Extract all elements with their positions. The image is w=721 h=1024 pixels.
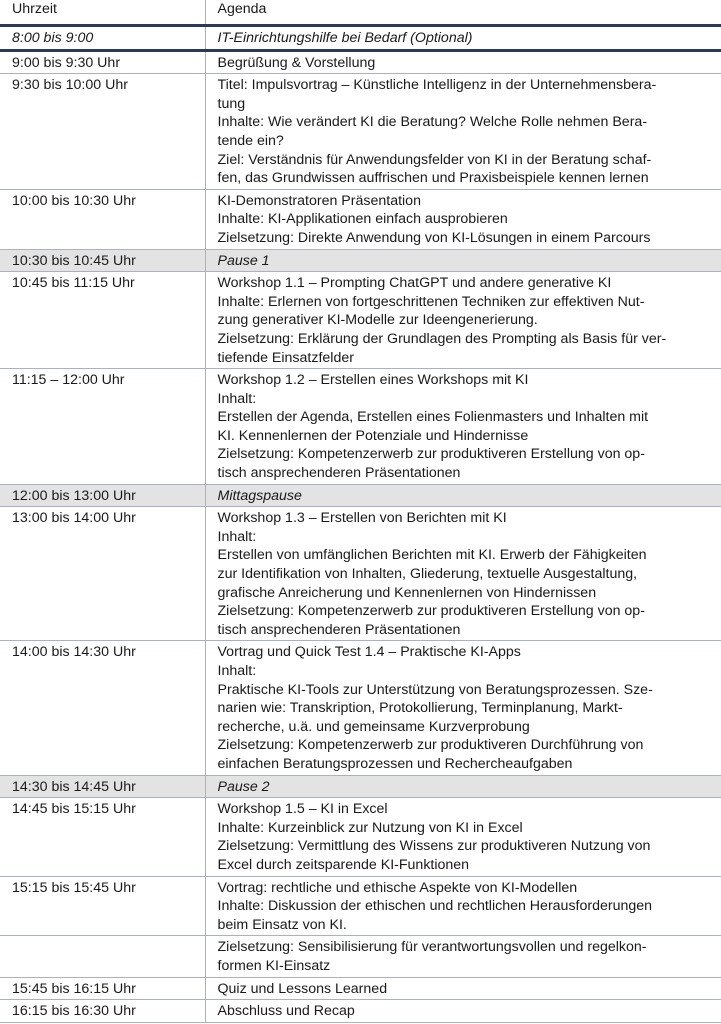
agenda-line: tung <box>217 95 246 112</box>
table-row <box>0 641 721 775</box>
agenda-line: zung generativer KI-Modelle zur Ideengenerierung. <box>217 312 538 329</box>
time-cell: 15:15 bis 15:45 Uhr <box>0 876 205 936</box>
agenda-line: Pause 1 <box>217 252 270 269</box>
agenda-line: Zielsetzung: Direkte Anwendung von KI-Lösungen in einem Parcours <box>217 229 651 246</box>
agenda-cell <box>205 189 721 249</box>
agenda-line: Excel durch zeitsparende KI-Funktionen <box>217 856 470 873</box>
agenda-cell <box>205 977 721 1000</box>
agenda-line: KI-Demonstratoren Präsentation <box>217 192 421 209</box>
agenda-line: beim Einsatz von KI. <box>217 916 347 933</box>
agenda-line: Zielsetzung: Kompetenzerwerb zur produktiveren Erstellung von op- <box>217 446 645 463</box>
time-cell: 9:30 bis 10:00 Uhr <box>0 74 205 190</box>
agenda-cell <box>205 50 721 74</box>
time-cell: 14:00 bis 14:30 Uhr <box>0 641 205 775</box>
agenda-line: Workshop 1.5 – KI in Excel <box>217 801 388 818</box>
agenda-line: Inhalte: Erlernen von fortgeschrittenen Techniken zur effektiven Nut- <box>217 293 645 310</box>
agenda-line: Inhalte: Kurzeinblick zur Nutzung von KI in Excel <box>217 819 523 836</box>
agenda-body <box>0 26 721 1023</box>
agenda-line: Ziel: Verständnis für Anwendungsfelder von KI in der Beratung schaf- <box>217 151 652 168</box>
agenda-line: tiefende Einsatzfelder <box>217 349 354 366</box>
table-row <box>0 507 721 641</box>
agenda-line: tisch ansprechenderen Präsentationen <box>217 465 461 482</box>
time-cell: 8:00 bis 9:00 <box>0 26 205 51</box>
header-agenda: Agenda <box>205 0 721 26</box>
agenda-line: zur Identifikation von Inhalten, Gliederung, textuelle Ausgestaltung, <box>217 566 638 583</box>
agenda-line: grafische Anreicherung und Kennenlernen von Hindernissen <box>217 584 597 601</box>
time-cell: 10:45 bis 11:15 Uhr <box>0 272 205 369</box>
agenda-cell <box>205 507 721 641</box>
agenda-line: einfachen Beratungsprozessen und Rechercheaufgaben <box>217 755 573 772</box>
agenda-line: Zielsetzung: Kompetenzerwerb zur produktiveren Erstellung von op- <box>217 603 645 620</box>
agenda-line: Erstellen der Agenda, Erstellen eines Folienmasters und Inhalten mit <box>217 409 649 426</box>
agenda-cell <box>205 484 721 507</box>
table-row <box>0 977 721 1000</box>
header-time: Uhrzeit <box>0 0 205 26</box>
time-cell: 12:00 bis 13:00 Uhr <box>0 484 205 507</box>
agenda-line: Erstellen von umfänglichen Berichten mit KI. Erwerb der Fähigkeiten <box>217 547 647 564</box>
time-cell: 14:45 bis 15:15 Uhr <box>0 798 205 876</box>
table-row <box>0 936 721 977</box>
time-cell: 11:15 – 12:00 Uhr <box>0 369 205 485</box>
agenda-cell <box>205 1000 721 1023</box>
table-row <box>0 369 721 485</box>
table-row <box>0 876 721 936</box>
time-cell: 10:30 bis 10:45 Uhr <box>0 249 205 272</box>
agenda-cell <box>205 775 721 798</box>
table-row <box>0 272 721 369</box>
agenda-line: Quiz und Lessons Learned <box>217 980 388 997</box>
table-row <box>0 50 721 74</box>
agenda-line: Workshop 1.1 – Prompting ChatGPT und andere generative KI <box>217 275 612 292</box>
agenda-cell <box>205 249 721 272</box>
agenda-cell <box>205 876 721 936</box>
table-row <box>0 26 721 51</box>
agenda-line: Begrüßung & Vorstellung <box>217 54 376 71</box>
agenda-line: Zielsetzung: Vermittlung des Wissens zur produktiveren Nutzung von <box>217 838 651 855</box>
agenda-line: Pause 2 <box>217 778 270 795</box>
time-cell: 10:00 bis 10:30 Uhr <box>0 189 205 249</box>
agenda-line: KI. Kennenlernen der Potenziale und Hindernisse <box>217 427 529 444</box>
agenda-line: Zielsetzung: Kompetenzerwerb zur produktiveren Durchführung von <box>217 737 644 754</box>
header-row <box>0 0 721 26</box>
agenda-line: Zielsetzung: Erklärung der Grundlagen des Prompting als Basis für ver- <box>217 330 667 347</box>
agenda-line: fen, das Grundwissen auffrischen und Praxisbeispiele kennen lernen <box>217 170 649 187</box>
pause-row <box>0 484 721 507</box>
time-cell <box>0 936 205 977</box>
agenda-line: Vortrag: rechtliche und ethische Aspekte von KI-Modellen <box>217 879 578 896</box>
agenda-line: Titel: Impulsvortrag – Künstliche Intelligenz in der Unternehmensbera- <box>217 77 657 94</box>
time-cell: 14:30 bis 14:45 Uhr <box>0 775 205 798</box>
time-cell: 16:15 bis 16:30 Uhr <box>0 1000 205 1023</box>
agenda-line: Abschluss und Recap <box>217 1003 355 1020</box>
time-cell: 13:00 bis 14:00 Uhr <box>0 507 205 641</box>
pause-row <box>0 775 721 798</box>
agenda-line: Vortrag und Quick Test 1.4 – Praktische KI-Apps <box>217 644 521 661</box>
agenda-line: Mittagspause <box>217 487 302 504</box>
agenda-cell <box>205 641 721 775</box>
agenda-line: formen KI-Einsatz <box>217 957 331 974</box>
table-row <box>0 798 721 876</box>
agenda-line: tende ein? <box>217 132 284 149</box>
agenda-line: Workshop 1.2 – Erstellen eines Workshops mit KI <box>217 372 529 389</box>
time-cell: 9:00 bis 9:30 Uhr <box>0 50 205 74</box>
agenda-line: Inhalt: <box>217 528 257 545</box>
agenda-cell <box>205 369 721 485</box>
agenda-line: IT-Einrichtungshilfe bei Bedarf (Optional) <box>217 30 473 46</box>
agenda-line: recherche, u.ä. und gemeinsame Kurzverprobung <box>217 718 530 735</box>
table-row <box>0 74 721 190</box>
agenda-line: Inhalte: KI-Applikationen einfach ausprobieren <box>217 211 508 228</box>
agenda-cell <box>205 74 721 190</box>
agenda-cell <box>205 26 721 51</box>
agenda-line: narien wie: Transkription, Protokollierung, Terminplanung, Markt- <box>217 700 623 717</box>
table-row <box>0 189 721 249</box>
agenda-line: Inhalt: <box>217 390 257 407</box>
pause-row <box>0 249 721 272</box>
agenda-line: Praktische KI-Tools zur Unterstützung von Beratungsprozessen. Sze- <box>217 681 653 698</box>
agenda-cell <box>205 936 721 977</box>
agenda-cell <box>205 272 721 369</box>
agenda-cell <box>205 798 721 876</box>
agenda-line: Inhalte: Diskussion der ethischen und rechtlichen Herausforderungen <box>217 898 653 915</box>
agenda-line: Inhalt: <box>217 663 257 679</box>
agenda-line: Inhalte: Wie verändert KI die Beratung? Welche Rolle nehmen Bera- <box>217 114 648 131</box>
agenda-line: Workshop 1.3 – Erstellen von Berichten mit KI <box>217 510 507 527</box>
agenda-line: Zielsetzung: Sensibilisierung für verantwortungsvollen und regelkon- <box>217 939 647 956</box>
table-row <box>0 1000 721 1023</box>
agenda-line: tisch ansprechenderen Präsentationen <box>217 621 461 638</box>
time-cell: 15:45 bis 16:15 Uhr <box>0 977 205 1000</box>
